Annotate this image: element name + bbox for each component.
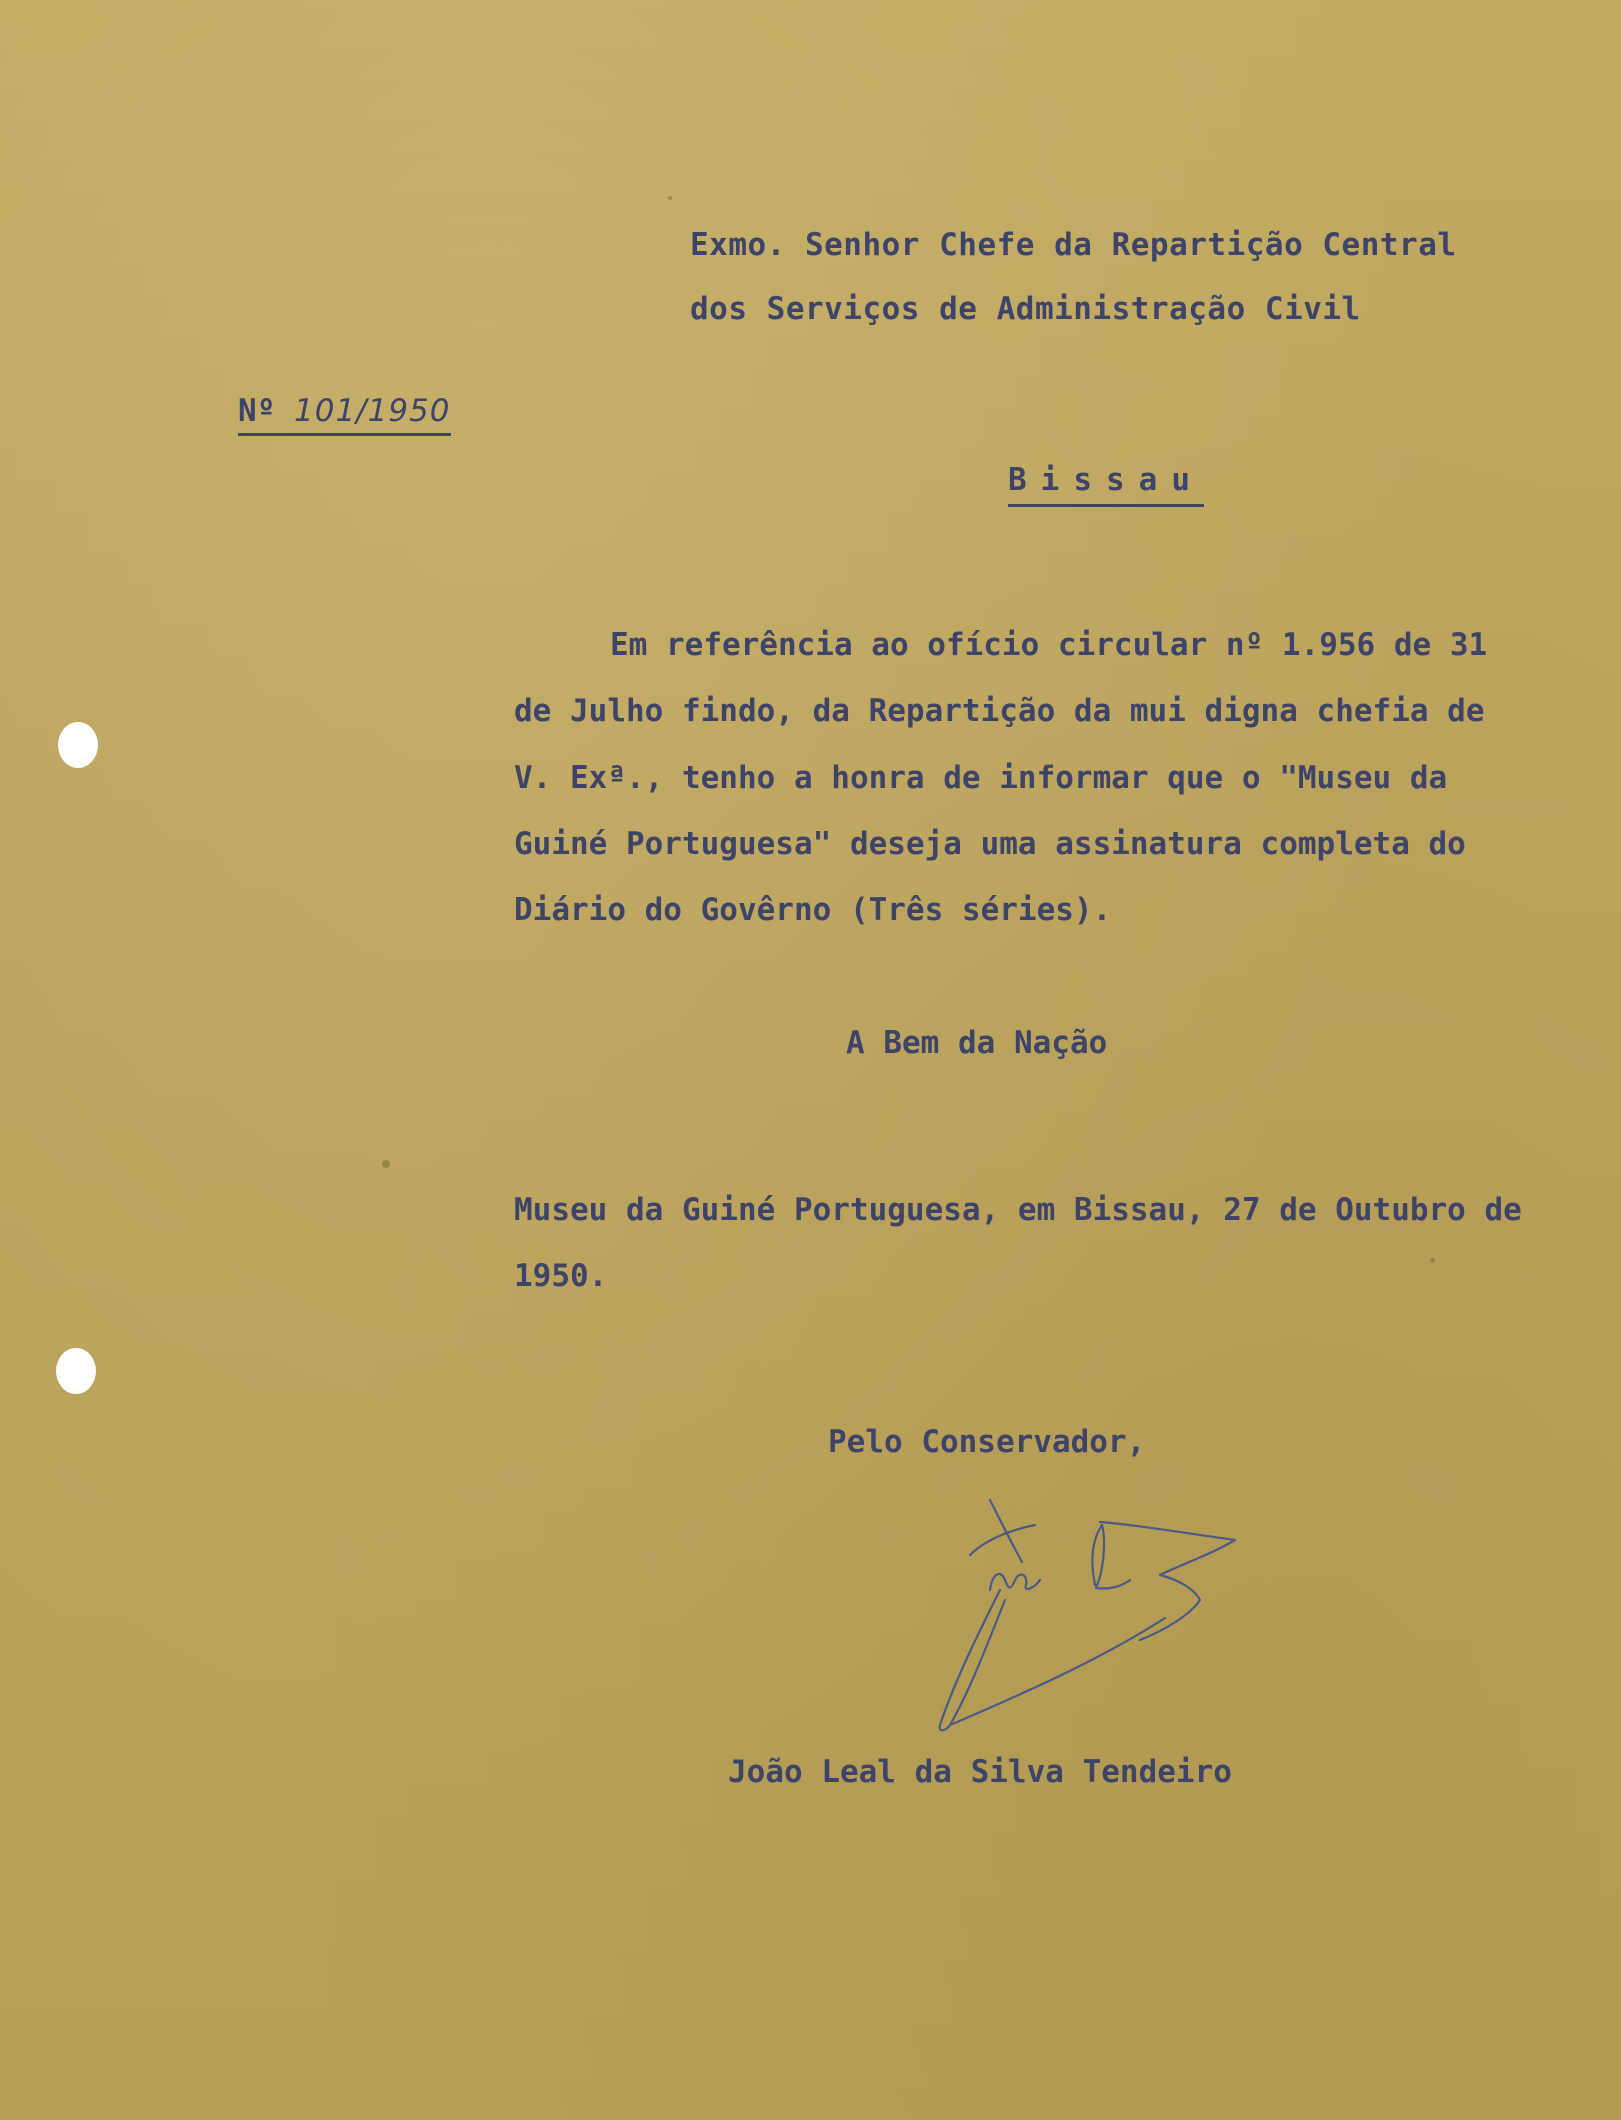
city-heading: Bissau <box>1008 462 1204 507</box>
body-line-3: V. Exª., tenho a honra de informar que o "Museu da <box>514 760 1448 796</box>
recipient-line-2: dos Serviços de Administração Civil <box>690 291 1361 327</box>
signature-stroke <box>940 1590 1005 1730</box>
punch-hole-bottom <box>56 1348 96 1394</box>
signature-stroke <box>990 1574 1040 1590</box>
body-line-5: Diário do Govêrno (Três séries). <box>514 892 1112 928</box>
signature-stroke <box>950 1618 1165 1725</box>
reference-number <box>238 393 451 436</box>
place-date-line-1: Museu da Guiné Portuguesa, em Bissau, 27 de Outubro de <box>514 1192 1522 1228</box>
handwritten-signature <box>860 1480 1260 1740</box>
reference-prefix: Nº <box>238 393 276 429</box>
signature-stroke <box>1092 1525 1130 1589</box>
closing-salutation: A Bem da Nação <box>846 1025 1108 1061</box>
sign-off: Pelo Conservador, <box>828 1424 1146 1460</box>
signature-stroke <box>970 1525 1035 1555</box>
reference-number-handwritten: 101/1950 <box>294 393 451 429</box>
body-line-4: Guiné Portuguesa" deseja uma assinatura completa do <box>514 826 1466 862</box>
paper-speck <box>1430 1258 1435 1263</box>
paper-speck <box>382 1160 390 1168</box>
body-line-1: Em referência ao ofício circular nº 1.956 de 31 <box>610 627 1488 663</box>
signatory-name: João Leal da Silva Tendeiro <box>728 1754 1232 1790</box>
paper-speck <box>668 196 672 200</box>
signature-stroke <box>990 1500 1022 1562</box>
signature-stroke <box>1100 1522 1235 1640</box>
body-line-2: de Julho findo, da Repartição da mui digna chefia de <box>514 693 1485 729</box>
place-date-line-2: 1950. <box>514 1258 608 1294</box>
recipient-line-1: Exmo. Senhor Chefe da Repartição Central <box>690 227 1457 263</box>
punch-hole-top <box>58 722 98 768</box>
